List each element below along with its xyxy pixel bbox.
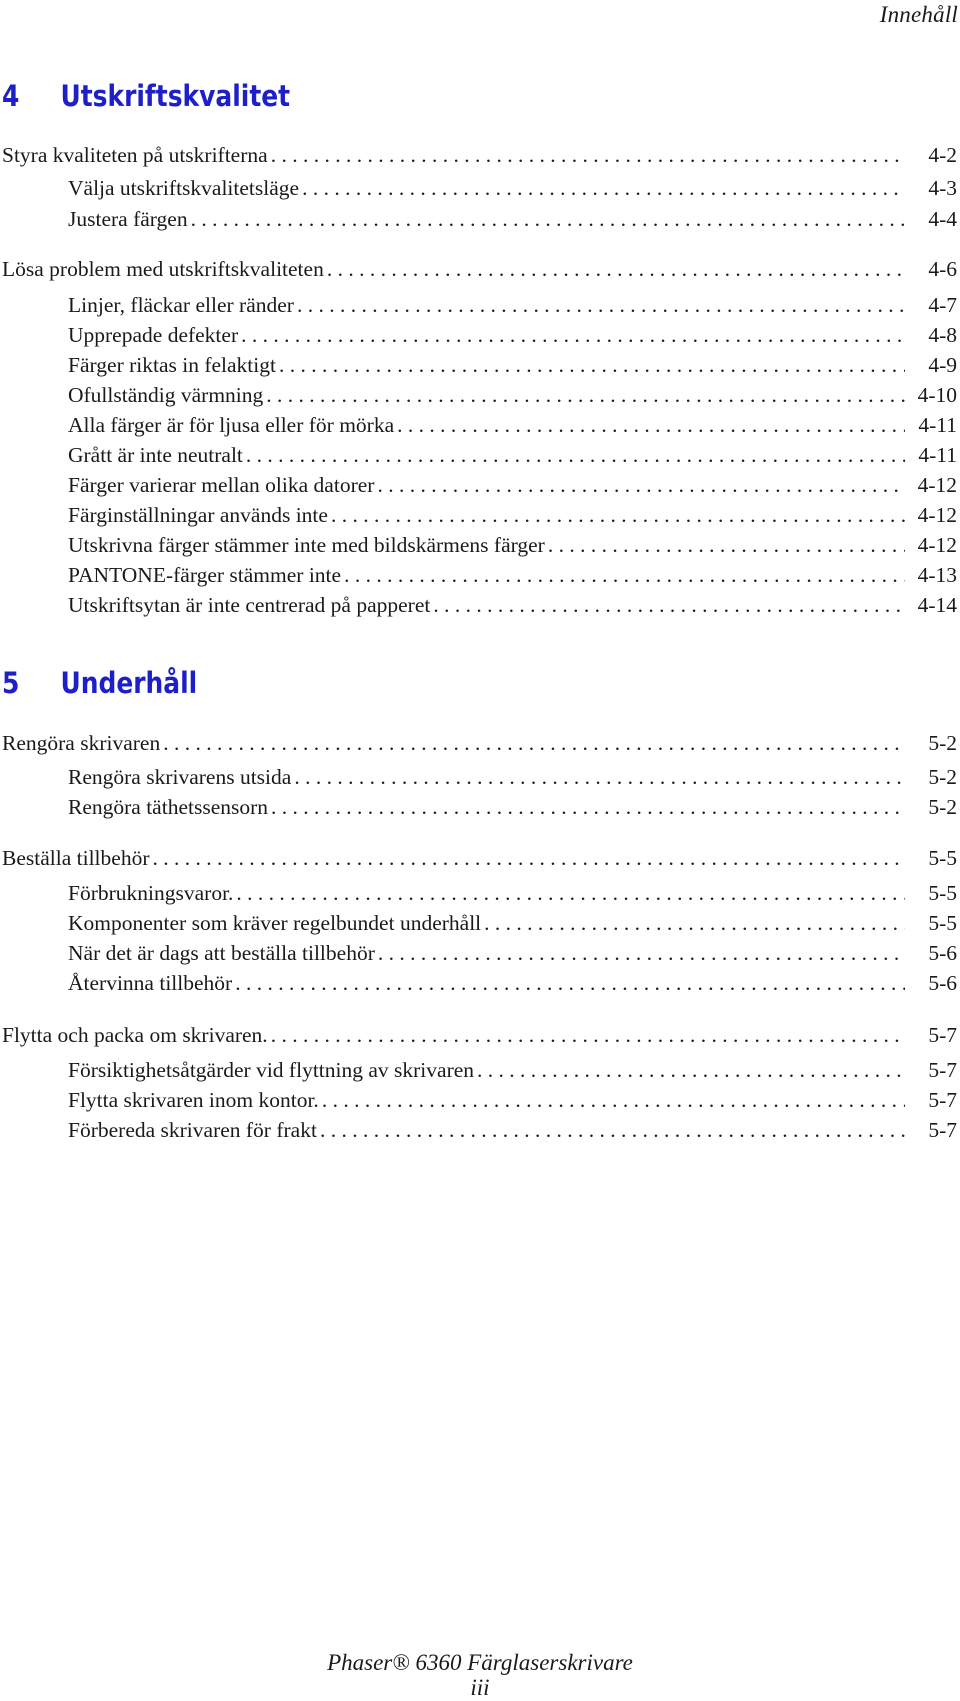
- dot-leader: [271, 797, 905, 819]
- chapter-title: Underhåll: [60, 666, 198, 700]
- dot-leader: [331, 505, 905, 527]
- toc-entry-title: Färger varierar mellan olika datorer: [68, 473, 375, 497]
- toc-entry[interactable]: [68, 209, 957, 231]
- toc-entry[interactable]: [68, 178, 957, 200]
- toc-entry[interactable]: [68, 295, 957, 317]
- dot-leader: [297, 295, 905, 317]
- toc-entry[interactable]: [68, 475, 957, 497]
- dot-leader: [433, 595, 905, 617]
- dot-leader: [378, 943, 905, 965]
- chapter-number: 4: [2, 79, 20, 113]
- dot-leader: [152, 848, 905, 870]
- toc-entry-title: Upprepade defekter: [68, 323, 239, 347]
- toc-entry-page: 4-6: [928, 257, 957, 281]
- dot-leader: [241, 325, 905, 347]
- toc-entry[interactable]: [68, 1120, 957, 1142]
- toc-entry-page: 4-12: [917, 503, 957, 527]
- toc-entry[interactable]: [2, 733, 957, 755]
- dot-leader: [266, 385, 905, 407]
- toc-entry-title: Utskrivna färger stämmer inte med bildskärmens färger: [68, 533, 545, 557]
- dot-leader: [246, 445, 905, 467]
- toc-entry-title: Linjer, fläckar eller ränder: [68, 293, 294, 317]
- toc-entry[interactable]: [68, 385, 957, 407]
- dot-leader: [191, 209, 905, 231]
- dot-leader: [477, 1060, 905, 1082]
- toc-entry[interactable]: [2, 259, 957, 281]
- dot-leader: [279, 355, 905, 377]
- toc-entry-title: Beställa tillbehör: [2, 846, 150, 870]
- toc-entry-page: 5-6: [928, 971, 957, 995]
- toc-entry[interactable]: [68, 445, 957, 467]
- toc-entry-page: 4-8: [928, 323, 957, 347]
- toc-entry-title: PANTONE-färger stämmer inte: [68, 563, 342, 587]
- dot-leader: [320, 1120, 905, 1142]
- toc-entry-title: Förbrukningsvaror.: [68, 881, 234, 905]
- toc-entry[interactable]: [68, 883, 957, 905]
- toc-entry-page: 4-4: [928, 207, 957, 231]
- toc-entry-title: Förbereda skrivaren för frakt: [68, 1118, 317, 1142]
- chapter-heading-4[interactable]: [2, 79, 291, 113]
- dot-leader: [344, 565, 905, 587]
- dot-leader: [294, 767, 905, 789]
- dot-leader: [397, 415, 905, 437]
- toc-entry-page: 4-7: [928, 293, 957, 317]
- toc-entry-page: 4-13: [917, 563, 957, 587]
- toc-entry-page: 4-2: [928, 143, 957, 167]
- toc-entry-title: Flytta och packa om skrivaren.: [2, 1023, 268, 1047]
- toc-entry-page: 4-10: [917, 383, 957, 407]
- toc-entry[interactable]: [68, 415, 957, 437]
- toc-entry[interactable]: [68, 535, 957, 557]
- dot-leader: [484, 913, 905, 935]
- toc-entry-title: Justera färgen: [68, 207, 188, 231]
- chapter-heading-5[interactable]: [2, 666, 198, 700]
- toc-entry-page: 4-11: [918, 413, 957, 437]
- toc-entry-title: Återvinna tillbehör: [68, 971, 233, 995]
- dot-leader: [236, 883, 905, 905]
- toc-entry[interactable]: [68, 505, 957, 527]
- toc-entry-page: 5-7: [928, 1023, 957, 1047]
- toc-entry-page: 5-7: [928, 1058, 957, 1082]
- toc-entry-page: 5-5: [928, 881, 957, 905]
- toc-entry-title: Lösa problem med utskriftskvaliteten: [2, 257, 324, 281]
- toc-entry-title: Färger riktas in felaktigt: [68, 353, 276, 377]
- toc-entry-page: 5-7: [928, 1118, 957, 1142]
- toc-entry[interactable]: [2, 1025, 957, 1047]
- toc-entry-title: Utskriftsytan är inte centrerad på papperet: [68, 593, 431, 617]
- toc-entry-page: 5-2: [928, 731, 957, 755]
- toc-entry-page: 5-6: [928, 941, 957, 965]
- toc-entry-title: Grått är inte neutralt: [68, 443, 243, 467]
- toc-entry-title: Styra kvaliteten på utskrifterna: [2, 143, 268, 167]
- toc-entry[interactable]: [68, 913, 957, 935]
- toc-entry-title: Försiktighetsåtgärder vid flyttning av skrivaren: [68, 1058, 475, 1082]
- footer-product-title: Phaser® 6360 Färglaserskrivare: [327, 1650, 633, 1675]
- dot-leader: [322, 1090, 905, 1112]
- toc-entry[interactable]: [68, 565, 957, 587]
- toc-entry[interactable]: [68, 973, 957, 995]
- toc-entry-title: Ofullständig värmning: [68, 383, 264, 407]
- toc-entry-title: Rengöra skrivarens utsida: [68, 765, 292, 789]
- toc-entry-title: Komponenter som kräver regelbundet underhåll: [68, 911, 482, 935]
- toc-entry-page: 5-5: [928, 846, 957, 870]
- toc-entry-page: 4-14: [917, 593, 957, 617]
- toc-entry-page: 4-9: [928, 353, 957, 377]
- toc-entry[interactable]: [68, 943, 957, 965]
- dot-leader: [271, 145, 905, 167]
- toc-entry[interactable]: [68, 797, 957, 819]
- toc-entry-title: Flytta skrivaren inom kontor.: [68, 1088, 319, 1112]
- footer-page-number: iii: [470, 1675, 490, 1700]
- running-header-title: Innehåll: [879, 2, 958, 27]
- toc-entry-page: 5-7: [928, 1088, 957, 1112]
- toc-entry[interactable]: [68, 767, 957, 789]
- dot-leader: [235, 973, 905, 995]
- toc-entry[interactable]: [68, 595, 957, 617]
- toc-entry-title: Välja utskriftskvalitetsläge: [68, 176, 300, 200]
- chapter-number: 5: [2, 666, 20, 700]
- toc-entry-title: Rengöra skrivaren: [2, 731, 161, 755]
- toc-entry-page: 4-12: [917, 473, 957, 497]
- toc-entry[interactable]: [68, 1060, 957, 1082]
- dot-leader: [271, 1025, 905, 1047]
- dot-leader: [163, 733, 905, 755]
- toc-entry[interactable]: [68, 325, 957, 347]
- toc-entry[interactable]: [2, 145, 957, 167]
- toc-entry-page: 4-3: [928, 176, 957, 200]
- toc-entry-page: 5-2: [928, 795, 957, 819]
- dot-leader: [302, 178, 905, 200]
- toc-entry-title: Alla färger är för ljusa eller för mörka: [68, 413, 395, 437]
- chapter-title: Utskriftskvalitet: [60, 79, 291, 113]
- toc-entry[interactable]: [68, 355, 957, 377]
- dot-leader: [327, 259, 905, 281]
- toc-entry-title: Färginställningar används inte: [68, 503, 328, 527]
- toc-entry[interactable]: [68, 1090, 957, 1112]
- toc-entry-page: 5-5: [928, 911, 957, 935]
- toc-entry-title: Rengöra täthetssensorn: [68, 795, 269, 819]
- toc-entry-title: När det är dags att beställa tillbehör: [68, 941, 375, 965]
- toc-entry-page: 4-12: [917, 533, 957, 557]
- dot-leader: [548, 535, 905, 557]
- toc-entry[interactable]: [2, 848, 957, 870]
- dot-leader: [377, 475, 905, 497]
- toc-entry-page: 4-11: [918, 443, 957, 467]
- toc-entry-page: 5-2: [928, 765, 957, 789]
